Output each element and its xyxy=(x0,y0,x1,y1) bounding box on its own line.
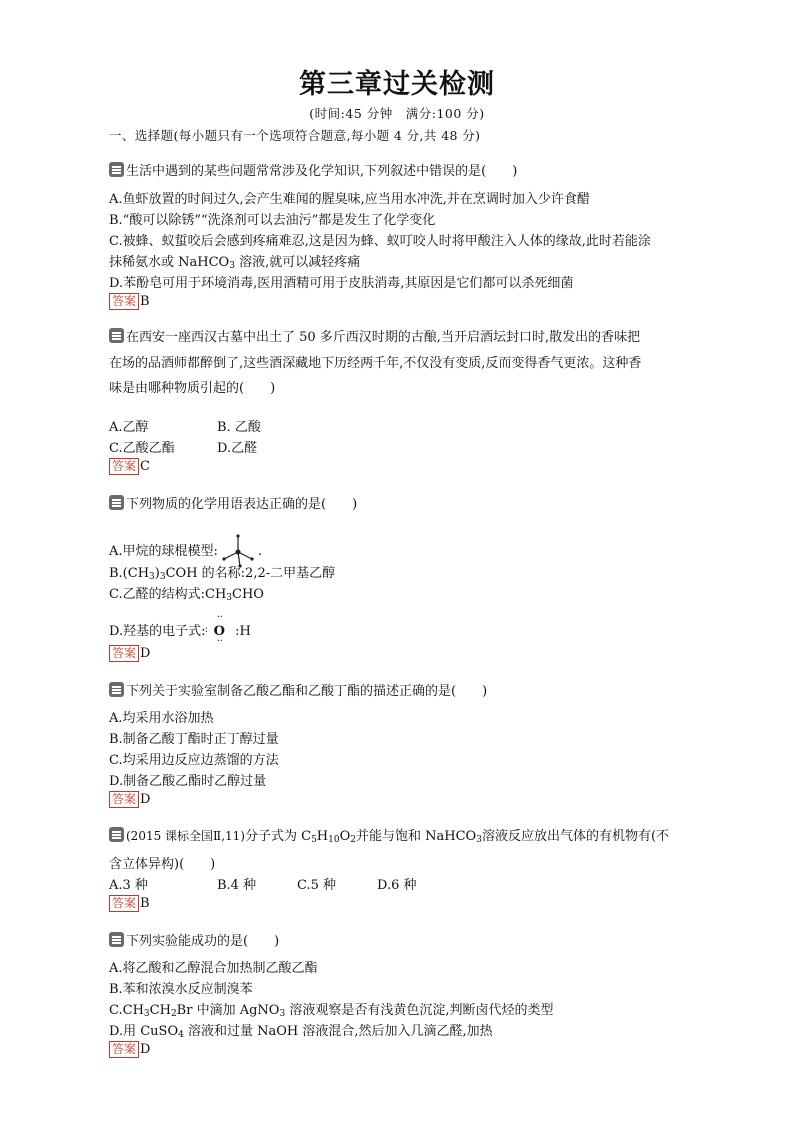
q1-option-c: C.被蜂、蚁蜇咬后会感到疼痛难忍,这是因为蜂、蚁叮咬人时将甲酸注入人体的缘故,此时若能涂 xyxy=(109,234,651,249)
answer-label: 答案 xyxy=(109,293,139,310)
question-3-stem: 下列物质的化学用语表达正确的是( ) xyxy=(109,493,357,512)
q3-option-c: C.乙醛的结构式$:CH_3CHO$ xyxy=(109,587,264,603)
answer-label: 答案 xyxy=(109,645,139,662)
q2-options-row2: C.乙酸乙酯 D.乙醛 xyxy=(109,441,258,456)
question-2-stem: 在西安一座西汉古墓中出土了 50 多斤西汉时期的古酿,当开启酒坛封口时,散发出的香味把 xyxy=(109,326,640,345)
q1-option-d: D.苯酚皂可用于环境消毒,医用酒精可用于皮肤消毒,其原因是它们都可以杀死细菌 xyxy=(109,276,574,291)
question-5-stem: (2015 课标全国Ⅱ,11)分子式为 $C_5H_{10}O_2$并能与饱和 NaHCO$_3$溶液反应放出气体的有机物有(不 xyxy=(109,825,669,845)
q2-stem-line2: 在场的品酒师都醉倒了,这些酒深藏地下历经两千年,不仅没有变质,反而变得香气更浓。这种香 xyxy=(109,356,642,371)
q3-option-b: $B.(CH_3)_3COH$ 的名称:2,2-二甲基乙醇 xyxy=(109,566,336,582)
question-badge-icon xyxy=(109,328,124,343)
exam-info: (时间:45 分钟 满分:100 分) xyxy=(309,106,485,121)
hydroxyl-electron-formula: ·· : ·· O xyxy=(204,612,225,647)
q3-option-d: D.羟基的电子式: ·· : ·· O :H xyxy=(109,612,251,647)
section-heading: 一、选择题(每小题只有一个选项符合题意,每小题 4 分,共 48 分) xyxy=(109,128,481,143)
answer-label: 答案 xyxy=(109,791,139,808)
q6-option-a: A.将乙酸和乙醇混合加热制乙酸乙酯 xyxy=(109,961,318,976)
q4-option-d: D.制备乙酸乙酯时乙醇过量 xyxy=(109,774,267,789)
q2-stem-line3: 味是由哪种物质引起的( ) xyxy=(109,381,276,396)
q5-options: A.3 种 B.4 种 C.5 种 D.6 种 xyxy=(109,878,417,893)
q1-option-c-cont: 抹稀氨水或 NaHCO$_3$ 溶液,就可以减轻疼痛 xyxy=(109,255,361,271)
answer-label: 答案 xyxy=(109,458,139,475)
q2-answer: 答案 C xyxy=(109,458,150,475)
q1-option-a: A.鱼虾放置的时间过久,会产生难闻的腥臭味,应当用水冲洗,并在烹调时加入少许食醋 xyxy=(109,192,590,207)
question-badge-icon xyxy=(109,495,124,510)
question-badge-icon xyxy=(109,827,124,842)
answer-label: 答案 xyxy=(109,895,139,912)
q1-option-b: B.“酸可以除锈”“洗涤剂可以去油污”都是发生了化学变化 xyxy=(109,213,436,228)
question-badge-icon xyxy=(109,932,124,947)
answer-label: 答案 xyxy=(109,1041,139,1058)
q4-option-b: B.制备乙酸丁酯时正丁醇过量 xyxy=(109,732,279,747)
q4-answer: 答案 D xyxy=(109,791,150,808)
question-4-stem: 下列关于实验室制备乙酸乙酯和乙酸丁酯的描述正确的是( ) xyxy=(109,680,487,699)
q4-option-a: A.均采用水浴加热 xyxy=(109,711,214,726)
question-1-stem: 生活中遇到的某些问题常常涉及化学知识,下列叙述中错误的是( ) xyxy=(109,160,517,179)
q3-option-a: A.甲烷的球棍模型: . xyxy=(109,520,262,571)
q5-answer: 答案 B xyxy=(109,895,150,912)
question-6-stem: 下列实验能成功的是( ) xyxy=(109,930,279,949)
question-badge-icon xyxy=(109,162,124,177)
q1-answer: 答案 B xyxy=(109,293,150,310)
q4-option-c: C.均采用边反应边蒸馏的方法 xyxy=(109,753,279,768)
q6-option-d: D.用 CuSO$_4$ 溶液和过量 NaOH 溶液混合,然后加入几滴乙醛,加热 xyxy=(109,1024,493,1040)
q6-option-c: $C.CH_3CH_2Br$ 中滴加 AgNO$_3$ 溶液观察是否有浅黄色沉淀,判断卤代烃的类型 xyxy=(109,1003,554,1019)
q2-options-row1: A.乙醇 B. 乙酸 xyxy=(109,420,261,435)
page-title: 第三章过关检测 xyxy=(299,69,495,100)
q6-answer: 答案 D xyxy=(109,1041,150,1058)
q6-option-b: B.苯和浓溴水反应制溴苯 xyxy=(109,982,253,997)
q3-answer: 答案 D xyxy=(109,645,150,662)
question-badge-icon xyxy=(109,682,124,697)
q5-stem-line2: 含立体异构)( ) xyxy=(109,857,216,872)
